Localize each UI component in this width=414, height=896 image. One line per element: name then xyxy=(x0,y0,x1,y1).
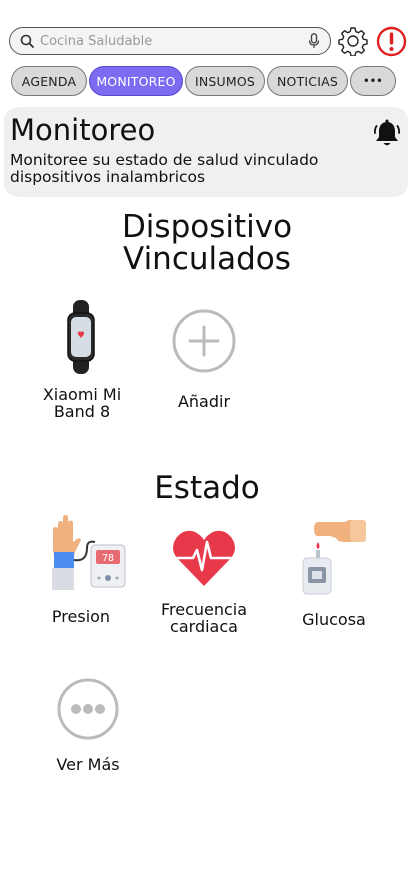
blood-pressure-icon xyxy=(49,512,127,590)
add-icon xyxy=(172,309,236,373)
more-options-icon xyxy=(57,678,119,740)
search-bar[interactable] xyxy=(9,27,331,55)
microphone-icon[interactable] xyxy=(308,33,320,49)
glucose-meter-icon xyxy=(300,516,370,596)
status-glucosa[interactable] xyxy=(294,516,374,632)
alert-icon[interactable] xyxy=(376,26,407,57)
status-presion[interactable] xyxy=(40,512,128,628)
devices-title-line2: Vinculados xyxy=(123,241,291,277)
tab-insumos[interactable]: INSUMOS xyxy=(185,66,265,96)
ver-mas-button[interactable] xyxy=(44,678,132,778)
gear-icon[interactable] xyxy=(338,26,368,56)
tab-noticias[interactable]: NOTICIAS xyxy=(267,66,348,96)
bell-icon[interactable] xyxy=(371,118,403,150)
status-label: Presion xyxy=(51,607,111,626)
devices-title-line1: Dispositivo xyxy=(121,209,293,245)
device-xiaomi-mi-band[interactable] xyxy=(35,298,129,438)
ver-mas-label: Ver Más xyxy=(56,755,120,774)
search-input[interactable] xyxy=(40,31,300,51)
add-device-button[interactable] xyxy=(163,306,245,416)
tab-agenda[interactable]: AGENDA xyxy=(11,66,87,96)
tab-more[interactable]: ••• xyxy=(350,66,396,96)
smart-band-icon xyxy=(66,300,96,374)
search-icon xyxy=(20,34,34,48)
status-label: Glucosa xyxy=(302,610,366,629)
add-device-label: Añadir xyxy=(177,392,231,411)
status-label: Frecuencia cardiaca xyxy=(160,600,248,636)
device-label: Xiaomi Mi Band 8 xyxy=(42,385,122,421)
pressure-reading: 78 xyxy=(101,553,115,564)
page-title: Monitoreo xyxy=(10,113,156,147)
status-frecuencia-cardiaca[interactable] xyxy=(150,524,258,640)
tab-monitoreo[interactable]: MONITOREO xyxy=(89,66,183,96)
page-description: Monitoree su estado de salud vinculado dispositivos inalambricos xyxy=(10,151,319,186)
heart-rate-icon xyxy=(171,528,237,588)
status-title: Estado xyxy=(154,470,260,506)
